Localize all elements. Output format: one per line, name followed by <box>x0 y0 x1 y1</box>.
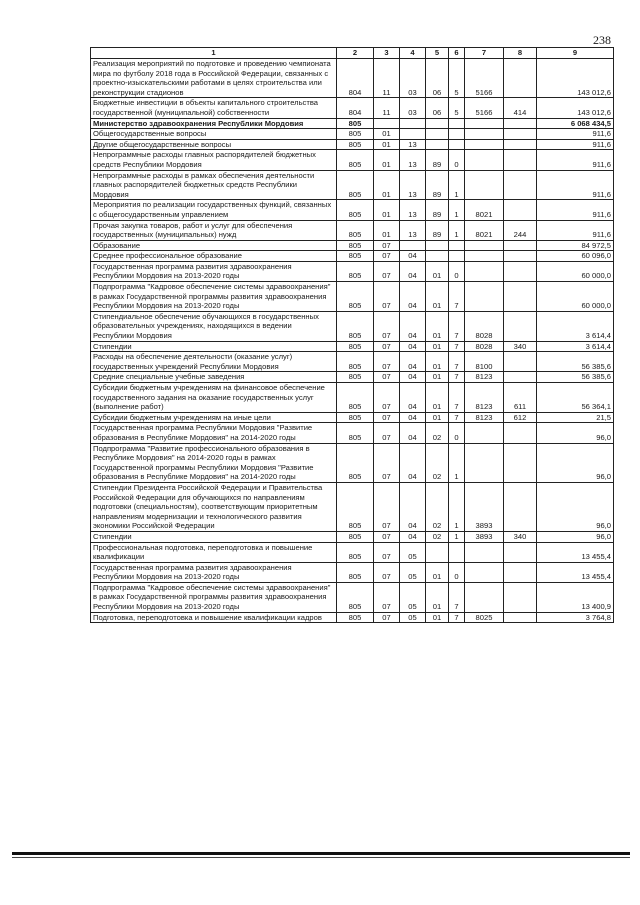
table-row <box>91 582 614 612</box>
program-cell: 89 <box>426 150 449 170</box>
subprogram-cell: 1 <box>449 220 465 240</box>
row-name-cell: Подпрограмма "Развитие профессионального образования в Республике Мордовия" на 2014-2020 годы в рамках Государственной программы Республики Мордовия "Развитие образования в Республике Мордовия" на 2014-2020 годы <box>91 443 337 482</box>
subsection-cell: 03 <box>400 98 426 118</box>
section-cell: 11 <box>374 59 400 98</box>
row-name-cell: Государственная программа развития здравоохранения Республики Мордовия на 2013-2020 годы <box>91 261 337 281</box>
target-article-cell <box>465 170 504 200</box>
target-article-cell <box>465 150 504 170</box>
subsection-cell: 04 <box>400 261 426 281</box>
expense-type-cell: 612 <box>504 412 537 423</box>
section-cell: 07 <box>374 383 400 413</box>
subprogram-cell <box>449 139 465 150</box>
ministry-code-cell: 805 <box>337 282 374 312</box>
row-name-cell: Государственная программа Республики Мордовия "Развитие образования в Республике Мордовия" на 2014-2020 годы <box>91 423 337 443</box>
target-article-cell <box>465 129 504 140</box>
table-row <box>91 562 614 582</box>
column-header-5: 5 <box>426 48 449 59</box>
amount-cell: 3 614,4 <box>537 311 614 341</box>
column-header-4: 4 <box>400 48 426 59</box>
ministry-code-cell: 804 <box>337 98 374 118</box>
ministry-code-cell: 805 <box>337 423 374 443</box>
target-article-cell: 8028 <box>465 341 504 352</box>
row-name-cell: Стипендии <box>91 531 337 542</box>
row-name-cell: Стипендии <box>91 341 337 352</box>
table-row <box>91 59 614 98</box>
ministry-code-cell: 805 <box>337 150 374 170</box>
subprogram-cell: 1 <box>449 200 465 220</box>
section-cell: 07 <box>374 562 400 582</box>
subsection-cell: 13 <box>400 139 426 150</box>
expense-type-cell <box>504 170 537 200</box>
amount-cell: 911,6 <box>537 129 614 140</box>
section-cell: 07 <box>374 311 400 341</box>
target-article-cell: 8025 <box>465 612 504 623</box>
target-article-cell: 8123 <box>465 372 504 383</box>
row-name-cell: Профессиональная подготовка, переподготовка и повышение квалификации <box>91 542 337 562</box>
amount-cell: 911,6 <box>537 139 614 150</box>
header-row <box>91 48 614 59</box>
ministry-code-cell: 805 <box>337 139 374 150</box>
section-cell: 07 <box>374 251 400 262</box>
subsection-cell: 04 <box>400 282 426 312</box>
section-cell: 07 <box>374 542 400 562</box>
subprogram-cell <box>449 240 465 251</box>
table-row <box>91 98 614 118</box>
table-row <box>91 170 614 200</box>
expense-type-cell <box>504 261 537 281</box>
expense-type-cell <box>504 562 537 582</box>
amount-cell: 13 455,4 <box>537 562 614 582</box>
program-cell: 06 <box>426 59 449 98</box>
expense-type-cell: 611 <box>504 383 537 413</box>
amount-cell: 96,0 <box>537 423 614 443</box>
column-header-8: 8 <box>504 48 537 59</box>
budget-table <box>90 47 614 623</box>
program-cell <box>426 139 449 150</box>
ministry-code-cell: 805 <box>337 311 374 341</box>
section-cell: 01 <box>374 150 400 170</box>
ministry-code-cell: 805 <box>337 341 374 352</box>
row-name-cell: Министерство здравоохранения Республики Мордовия <box>91 118 337 129</box>
row-name-cell: Непрограммные расходы главных распорядителей бюджетных средств Республики Мордовия <box>91 150 337 170</box>
program-cell: 01 <box>426 562 449 582</box>
target-article-cell <box>465 562 504 582</box>
expense-type-cell <box>504 352 537 372</box>
section-cell: 01 <box>374 129 400 140</box>
table-row <box>91 240 614 251</box>
subprogram-cell: 0 <box>449 562 465 582</box>
column-header-7: 7 <box>465 48 504 59</box>
subsection-cell: 04 <box>400 412 426 423</box>
subsection-cell: 13 <box>400 220 426 240</box>
subsection-cell: 03 <box>400 59 426 98</box>
subprogram-cell: 0 <box>449 261 465 281</box>
subprogram-cell <box>449 129 465 140</box>
program-cell: 89 <box>426 170 449 200</box>
expense-type-cell <box>504 582 537 612</box>
ministry-code-cell: 805 <box>337 612 374 623</box>
amount-cell: 13 455,4 <box>537 542 614 562</box>
subsection-cell <box>400 240 426 251</box>
section-cell: 11 <box>374 98 400 118</box>
program-cell <box>426 118 449 129</box>
section-cell: 07 <box>374 482 400 531</box>
ministry-code-cell: 805 <box>337 200 374 220</box>
expense-type-cell <box>504 251 537 262</box>
section-cell: 07 <box>374 443 400 482</box>
subprogram-cell <box>449 251 465 262</box>
section-cell: 07 <box>374 612 400 623</box>
program-cell: 01 <box>426 612 449 623</box>
row-name-cell: Подготовка, переподготовка и повышение квалификации кадров <box>91 612 337 623</box>
target-article-cell <box>465 542 504 562</box>
table-row <box>91 139 614 150</box>
expense-type-cell <box>504 282 537 312</box>
program-cell <box>426 251 449 262</box>
target-article-cell: 8028 <box>465 311 504 341</box>
row-name-cell: Субсидии бюджетным учреждениям на финансовое обеспечение государственного задания на оказание государственных услуг (выполнение работ) <box>91 383 337 413</box>
row-name-cell: Средние специальные учебные заведения <box>91 372 337 383</box>
target-article-cell: 8021 <box>465 200 504 220</box>
expense-type-cell <box>504 443 537 482</box>
ministry-code-cell: 805 <box>337 372 374 383</box>
ministry-code-cell: 805 <box>337 383 374 413</box>
subprogram-cell: 7 <box>449 311 465 341</box>
bottom-separator-thin <box>12 857 630 858</box>
table-row <box>91 412 614 423</box>
expense-type-cell: 340 <box>504 341 537 352</box>
subsection-cell: 04 <box>400 352 426 372</box>
subprogram-cell: 7 <box>449 352 465 372</box>
target-article-cell: 5166 <box>465 59 504 98</box>
program-cell: 02 <box>426 423 449 443</box>
expense-type-cell: 244 <box>504 220 537 240</box>
section-cell <box>374 118 400 129</box>
expense-type-cell: 414 <box>504 98 537 118</box>
amount-cell: 56 385,6 <box>537 352 614 372</box>
subprogram-cell: 5 <box>449 98 465 118</box>
column-header-1: 1 <box>91 48 337 59</box>
table-row <box>91 150 614 170</box>
section-cell: 07 <box>374 282 400 312</box>
amount-cell: 143 012,6 <box>537 98 614 118</box>
ministry-code-cell: 805 <box>337 482 374 531</box>
subsection-cell: 04 <box>400 423 426 443</box>
column-header-3: 3 <box>374 48 400 59</box>
expense-type-cell <box>504 612 537 623</box>
ministry-code-cell: 805 <box>337 443 374 482</box>
table-row <box>91 282 614 312</box>
amount-cell: 96,0 <box>537 443 614 482</box>
section-cell: 01 <box>374 170 400 200</box>
subsection-cell: 04 <box>400 251 426 262</box>
table-row <box>91 251 614 262</box>
subsection-cell: 13 <box>400 200 426 220</box>
table-row <box>91 612 614 623</box>
table-row <box>91 443 614 482</box>
row-name-cell: Прочая закупка товаров, работ и услуг для обеспечения государственных (муниципальных) нужд <box>91 220 337 240</box>
target-article-cell: 8123 <box>465 383 504 413</box>
ministry-code-cell: 805 <box>337 118 374 129</box>
subsection-cell: 13 <box>400 150 426 170</box>
table-row <box>91 341 614 352</box>
expense-type-cell <box>504 311 537 341</box>
table-row <box>91 220 614 240</box>
amount-cell: 911,6 <box>537 170 614 200</box>
amount-cell: 911,6 <box>537 200 614 220</box>
program-cell: 01 <box>426 372 449 383</box>
program-cell: 89 <box>426 200 449 220</box>
column-header-6: 6 <box>449 48 465 59</box>
target-article-cell: 3893 <box>465 482 504 531</box>
subprogram-cell: 7 <box>449 412 465 423</box>
table-row <box>91 482 614 531</box>
row-name-cell: Расходы на обеспечение деятельности (оказание услуг) государственных учреждений Республики Мордовия <box>91 352 337 372</box>
expense-type-cell <box>504 118 537 129</box>
target-article-cell <box>465 582 504 612</box>
subsection-cell: 04 <box>400 383 426 413</box>
ministry-code-cell: 805 <box>337 542 374 562</box>
section-cell: 01 <box>374 200 400 220</box>
section-cell: 07 <box>374 531 400 542</box>
subsection-cell: 05 <box>400 582 426 612</box>
row-name-cell: Другие общегосударственные вопросы <box>91 139 337 150</box>
target-article-cell: 3893 <box>465 531 504 542</box>
program-cell: 89 <box>426 220 449 240</box>
section-cell: 07 <box>374 240 400 251</box>
ministry-code-cell: 805 <box>337 531 374 542</box>
row-name-cell: Непрограммные расходы в рамках обеспечения деятельности главных распорядителей бюджетных средств Республики Мордовия <box>91 170 337 200</box>
section-cell: 07 <box>374 261 400 281</box>
amount-cell: 96,0 <box>537 482 614 531</box>
ministry-code-cell: 805 <box>337 582 374 612</box>
section-cell: 07 <box>374 423 400 443</box>
program-cell <box>426 240 449 251</box>
table-row <box>91 383 614 413</box>
subsection-cell <box>400 118 426 129</box>
table-row <box>91 129 614 140</box>
ministry-code-cell: 805 <box>337 412 374 423</box>
amount-cell: 6 068 434,5 <box>537 118 614 129</box>
target-article-cell <box>465 118 504 129</box>
subsection-cell <box>400 129 426 140</box>
subprogram-cell: 7 <box>449 372 465 383</box>
program-cell <box>426 129 449 140</box>
program-cell: 01 <box>426 311 449 341</box>
column-header-9: 9 <box>537 48 614 59</box>
target-article-cell <box>465 261 504 281</box>
table-row <box>91 423 614 443</box>
amount-cell: 3 614,4 <box>537 341 614 352</box>
row-name-cell: Стипендиальное обеспечение обучающихся в государственных образовательных учреждениях, находящихся в ведении Республики Мордовия <box>91 311 337 341</box>
target-article-cell <box>465 251 504 262</box>
subprogram-cell: 7 <box>449 282 465 312</box>
subprogram-cell: 0 <box>449 150 465 170</box>
expense-type-cell <box>504 372 537 383</box>
program-cell: 01 <box>426 352 449 372</box>
row-name-cell: Образование <box>91 240 337 251</box>
budget-table-container <box>90 47 613 623</box>
subsection-cell: 05 <box>400 562 426 582</box>
subsection-cell: 13 <box>400 170 426 200</box>
subprogram-cell: 7 <box>449 383 465 413</box>
program-cell: 02 <box>426 531 449 542</box>
ministry-code-cell: 805 <box>337 352 374 372</box>
program-cell: 01 <box>426 582 449 612</box>
section-cell: 07 <box>374 341 400 352</box>
subprogram-cell <box>449 542 465 562</box>
row-name-cell: Мероприятия по реализации государственных функций, связанных с общегосударственным управлением <box>91 200 337 220</box>
table-row <box>91 372 614 383</box>
subsection-cell: 04 <box>400 311 426 341</box>
row-name-cell: Субсидии бюджетным учреждениям на иные цели <box>91 412 337 423</box>
table-row <box>91 261 614 281</box>
program-cell <box>426 542 449 562</box>
expense-type-cell <box>504 150 537 170</box>
ministry-code-cell: 805 <box>337 251 374 262</box>
target-article-cell <box>465 240 504 251</box>
amount-cell: 21,5 <box>537 412 614 423</box>
table-body <box>91 59 614 623</box>
row-name-cell: Государственная программа развития здравоохранения Республики Мордовия на 2013-2020 годы <box>91 562 337 582</box>
amount-cell: 3 764,8 <box>537 612 614 623</box>
ministry-code-cell: 804 <box>337 59 374 98</box>
subsection-cell: 04 <box>400 531 426 542</box>
subprogram-cell: 7 <box>449 612 465 623</box>
row-name-cell: Среднее профессиональное образование <box>91 251 337 262</box>
section-cell: 07 <box>374 352 400 372</box>
expense-type-cell <box>504 139 537 150</box>
subsection-cell: 05 <box>400 542 426 562</box>
subprogram-cell: 1 <box>449 170 465 200</box>
row-name-cell: Общегосударственные вопросы <box>91 129 337 140</box>
section-cell: 01 <box>374 220 400 240</box>
amount-cell: 911,6 <box>537 220 614 240</box>
expense-type-cell <box>504 482 537 531</box>
expense-type-cell <box>504 59 537 98</box>
target-article-cell <box>465 282 504 312</box>
expense-type-cell <box>504 542 537 562</box>
row-name-cell: Бюджетные инвестиции в объекты капитального строительства государственной (муниципальной) собственности <box>91 98 337 118</box>
amount-cell: 56 364,1 <box>537 383 614 413</box>
section-cell: 01 <box>374 139 400 150</box>
row-name-cell: Подпрограмма "Кадровое обеспечение системы здравоохранения" в рамках Государственной программы развития здравоохранения Республики Мордовия на 2013-2020 годы <box>91 282 337 312</box>
bottom-separator-thick <box>12 852 630 855</box>
ministry-code-cell: 805 <box>337 220 374 240</box>
program-cell: 01 <box>426 383 449 413</box>
program-cell: 01 <box>426 261 449 281</box>
target-article-cell: 8021 <box>465 220 504 240</box>
subprogram-cell <box>449 118 465 129</box>
target-article-cell: 8123 <box>465 412 504 423</box>
amount-cell: 60 000,0 <box>537 282 614 312</box>
subsection-cell: 05 <box>400 612 426 623</box>
subsection-cell: 04 <box>400 443 426 482</box>
subprogram-cell: 1 <box>449 531 465 542</box>
program-cell: 02 <box>426 443 449 482</box>
program-cell: 06 <box>426 98 449 118</box>
table-row <box>91 542 614 562</box>
ministry-code-cell: 805 <box>337 240 374 251</box>
table-row <box>91 200 614 220</box>
subprogram-cell: 5 <box>449 59 465 98</box>
target-article-cell: 5166 <box>465 98 504 118</box>
subsection-cell: 04 <box>400 372 426 383</box>
target-article-cell <box>465 423 504 443</box>
page-number: 238 <box>593 33 611 47</box>
expense-type-cell <box>504 129 537 140</box>
section-cell: 07 <box>374 412 400 423</box>
section-cell: 07 <box>374 372 400 383</box>
subprogram-cell: 1 <box>449 482 465 531</box>
amount-cell: 60 096,0 <box>537 251 614 262</box>
target-article-cell <box>465 443 504 482</box>
amount-cell: 84 972,5 <box>537 240 614 251</box>
amount-cell: 60 000,0 <box>537 261 614 281</box>
ministry-code-cell: 805 <box>337 170 374 200</box>
section-cell: 07 <box>374 582 400 612</box>
table-row <box>91 531 614 542</box>
amount-cell: 96,0 <box>537 531 614 542</box>
program-cell: 01 <box>426 412 449 423</box>
amount-cell: 143 012,6 <box>537 59 614 98</box>
program-cell: 01 <box>426 282 449 312</box>
expense-type-cell <box>504 240 537 251</box>
subprogram-cell: 1 <box>449 443 465 482</box>
amount-cell: 13 400,9 <box>537 582 614 612</box>
subprogram-cell: 7 <box>449 582 465 612</box>
subsection-cell: 04 <box>400 341 426 352</box>
table-row <box>91 311 614 341</box>
amount-cell: 56 385,6 <box>537 372 614 383</box>
expense-type-cell <box>504 200 537 220</box>
row-name-cell: Подпрограмма "Кадровое обеспечение системы здравоохранения" в рамках Государственной программы развития здравоохранения Республики Мордовия на 2013-2020 годы <box>91 582 337 612</box>
table-row <box>91 118 614 129</box>
program-cell: 02 <box>426 482 449 531</box>
ministry-code-cell: 805 <box>337 261 374 281</box>
row-name-cell: Стипендии Президента Российской Федерации и Правительства Российской Федерации для обучающихся по направлениям подготовки (специальностям), соответствующим приоритетным направлениям модернизации и технологического развития экономики Российской Федерации <box>91 482 337 531</box>
amount-cell: 911,6 <box>537 150 614 170</box>
expense-type-cell: 340 <box>504 531 537 542</box>
program-cell: 01 <box>426 341 449 352</box>
subprogram-cell: 0 <box>449 423 465 443</box>
table-row <box>91 352 614 372</box>
ministry-code-cell: 805 <box>337 129 374 140</box>
expense-type-cell <box>504 423 537 443</box>
target-article-cell: 8100 <box>465 352 504 372</box>
subsection-cell: 04 <box>400 482 426 531</box>
target-article-cell <box>465 139 504 150</box>
subprogram-cell: 7 <box>449 341 465 352</box>
ministry-code-cell: 805 <box>337 562 374 582</box>
row-name-cell: Реализация мероприятий по подготовке и проведению чемпионата мира по футболу 2018 года в Российской Федерации, связанных с проектно-изыскательскими работами в целях строительства или реконструкции стадионов <box>91 59 337 98</box>
column-header-2: 2 <box>337 48 374 59</box>
